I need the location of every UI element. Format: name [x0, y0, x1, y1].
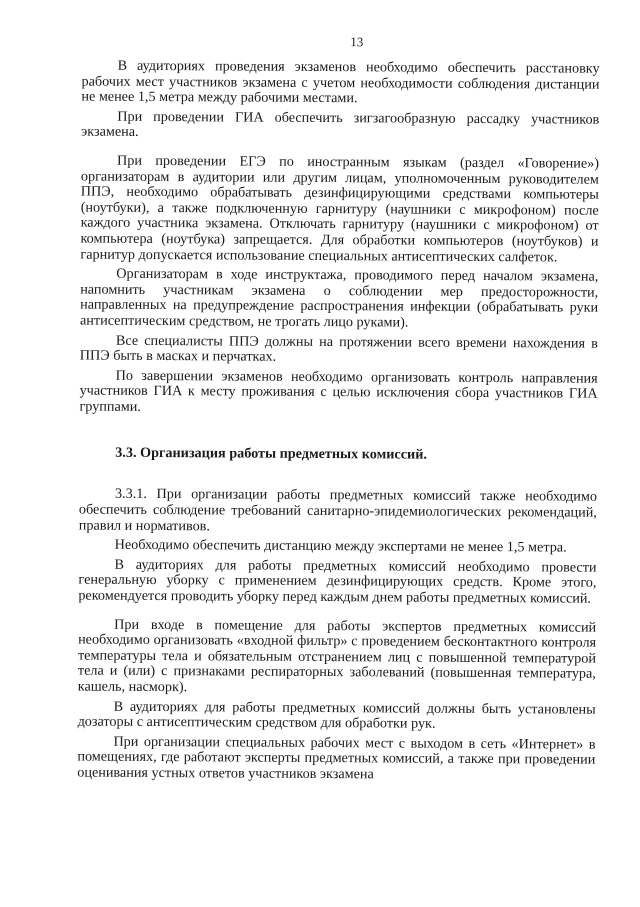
paragraph: При организации специальных рабочих мест с выходом в сеть «Интернет» в помещениях, где работают эксперты предметных комиссий, а также при проведении оценивания устных ответов участников экзамена [77, 733, 596, 783]
section-heading: 3.3. Организация работы предметных комиссий. [115, 445, 427, 464]
page-number: 13 [350, 34, 364, 50]
paragraph: При проведении ЕГЭ по иностранным языкам (раздел «Говорение») организаторам в аудитории или другим лицам, уполномоченным руководителем ППЭ, необходимо обрабатывать дезинфицирующими средствами компьютеры (ноутбуки), а также подключенную гарнитуру (наушники с микрофоном) после каждого участника экзамена. Отключать гарнитуру (наушники с микрофоном) от компьютера (ноутбука) запрещается. Для обработки компьютеров (ноутбуков) и гарнитур допускается использование специальных антисептических салфеток. [80, 152, 600, 265]
paragraph: 3.3.1. При организации работы предметных комиссий также необходимо обеспечить соблюдение требований санитарно-эпидемиологических рекомендаций, правил и нормативов. [78, 486, 598, 534]
paragraph: По завершении экзаменов необходимо организовать контроль направления участников ГИА к месту проживания с целью исключения сбора участников ГИА группами. [79, 367, 598, 415]
paragraph: Все специалисты ППЭ должны на протяжении всего времени нахождения в ППЭ быть в масках и перчатках. [79, 332, 598, 365]
paragraph: Необходимо обеспечить дистанцию между экспертами не менее 1,5 метра. [114, 537, 567, 556]
paragraph: В аудиториях для работы предметных комиссий должны быть установлены дозаторы с антисептическим средством для обработки рук. [77, 698, 596, 732]
paragraph: При входе в помещение для работы экспертов предметных комиссий необходимо организовать «входной фильтр» с проведением бесконтактного контроля температуры тела и обязательным отстранением лиц с повышенной температурой тела и (или) с признаками респираторных заболеваний (повышенная температура, кашель, насморк). [77, 616, 597, 696]
paragraph: Организаторам в ходе инструктажа, проводимого перед началом экзамена, напомнить участникам экзамена о соблюдении мер предосторожности, направленных на предупреждение распространения инфекции (обрабатывать руки антисептическим средством, не трогать лицо руками). [79, 265, 599, 331]
paragraph: При проведении ГИА обеспечить зигзагообразную рассадку участников экзамена. [81, 108, 600, 141]
paragraph: В аудиториях проведения экзаменов необходимо обеспечить расстановку рабочих мест участников экзамена с учетом необходимости соблюдения дистанции не менее 1,5 метра между рабочими местами. [81, 57, 600, 107]
paragraph: В аудиториях для работы предметных комиссий необходимо провести генеральную уборку с применением дезинфицирующих средств. Кроме этого, рекомендуется проводить уборку перед каждым днем работы предметных комиссий. [78, 556, 597, 607]
